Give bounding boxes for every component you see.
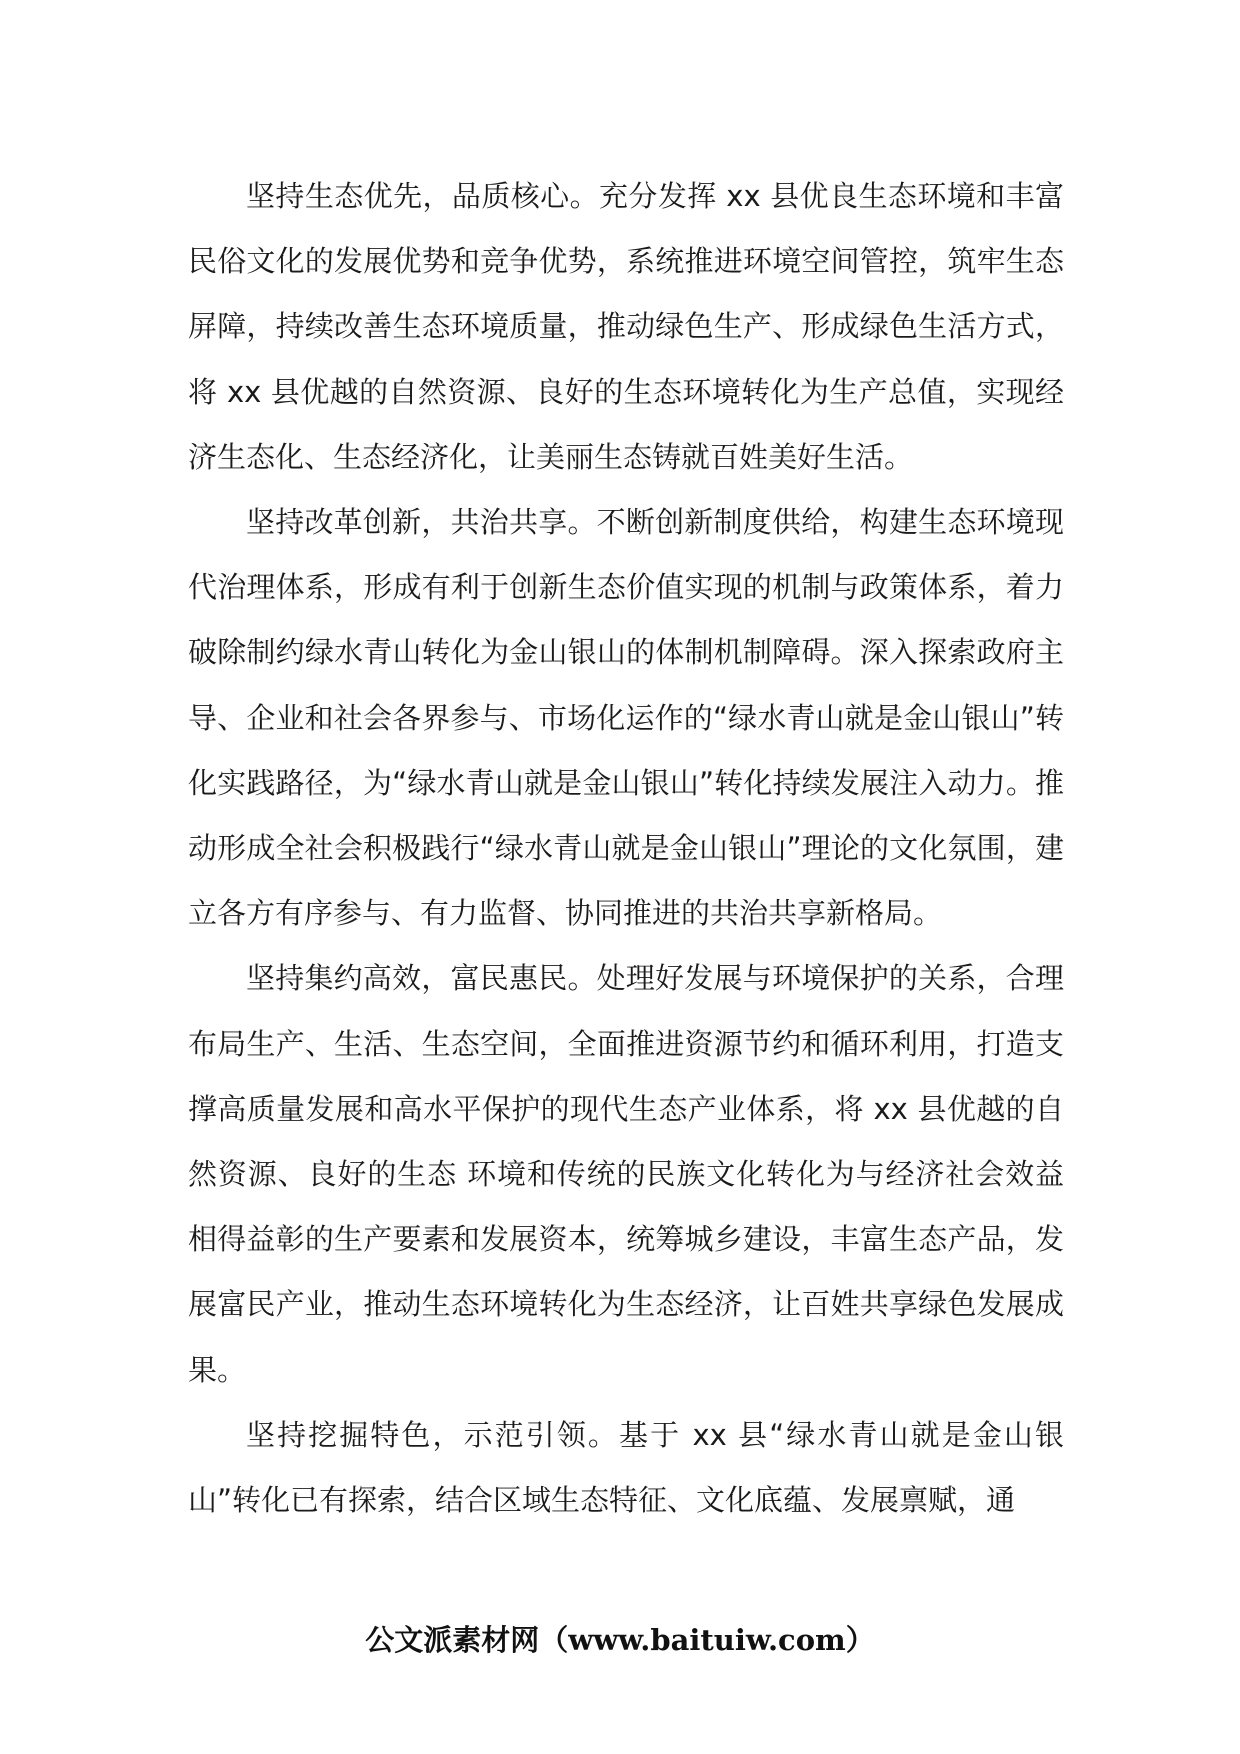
paragraph-reform-innovation: 坚持改革创新，共治共享。不断创新制度供给，构建生态环境现代治理体系，形成有利于创新生态价值实现的机制与政策体系，着力破除制约绿水青山转化为金山银山的体制机制障碍。深入探索政府主导、企业和社会各界参与、市场化运作的“绿水青山就是金山银山”转化实践路径，为“绿水青山就是金山银山”转化持续发展注入动力。推动形成全社会积极践行“绿水青山就是金山银山”理论的文化氛围，建立各方有序参与、有力监督、协同推进的共治共享新格局。 — [188, 505, 1064, 931]
paragraph-ecology-first: 坚持生态优先，品质核心。充分发挥 xx 县优良生态环境和丰富民俗文化的发展优势和竞争优势，系统推进环境空间管控，筑牢生态屏障，持续改善生态环境质量，推动绿色生产、形成绿色生活方式，将 xx 县优越的自然资源、良好的生态环境转化为生产总值，实现经济生态化、生态经济化，让美丽生态铸就百姓美好生活。 — [188, 179, 1064, 474]
paragraph-intensive-efficiency: 坚持集约高效，富民惠民。处理好发展与环境保护的关系，合理布局生产、生活、生态空间，全面推进资源节约和循环利用，打造支撑高质量发展和高水平保护的现代生态产业体系，将 xx 县优越的自然资源、良好的生态 环境和传统的民族文化转化为与经济社会效益相得益彰的生产要素和发展资本，统筹城乡建设，丰富生态产品，发展富民产业，推动生态环境转化为生态经济，让百姓共享绿色发展成果。 — [188, 961, 1064, 1387]
document-body — [188, 164, 1064, 1533]
paragraph-characteristics-demonstration: 坚持挖掘特色，示范引领。基于 xx 县“绿水青山就是金山银山”转化已有探索，结合区域生态特征、文化底蕴、发展禀赋，通 — [188, 1417, 1064, 1518]
footer-watermark: 公文派素材网（www.baituiw.com） — [365, 1623, 875, 1657]
